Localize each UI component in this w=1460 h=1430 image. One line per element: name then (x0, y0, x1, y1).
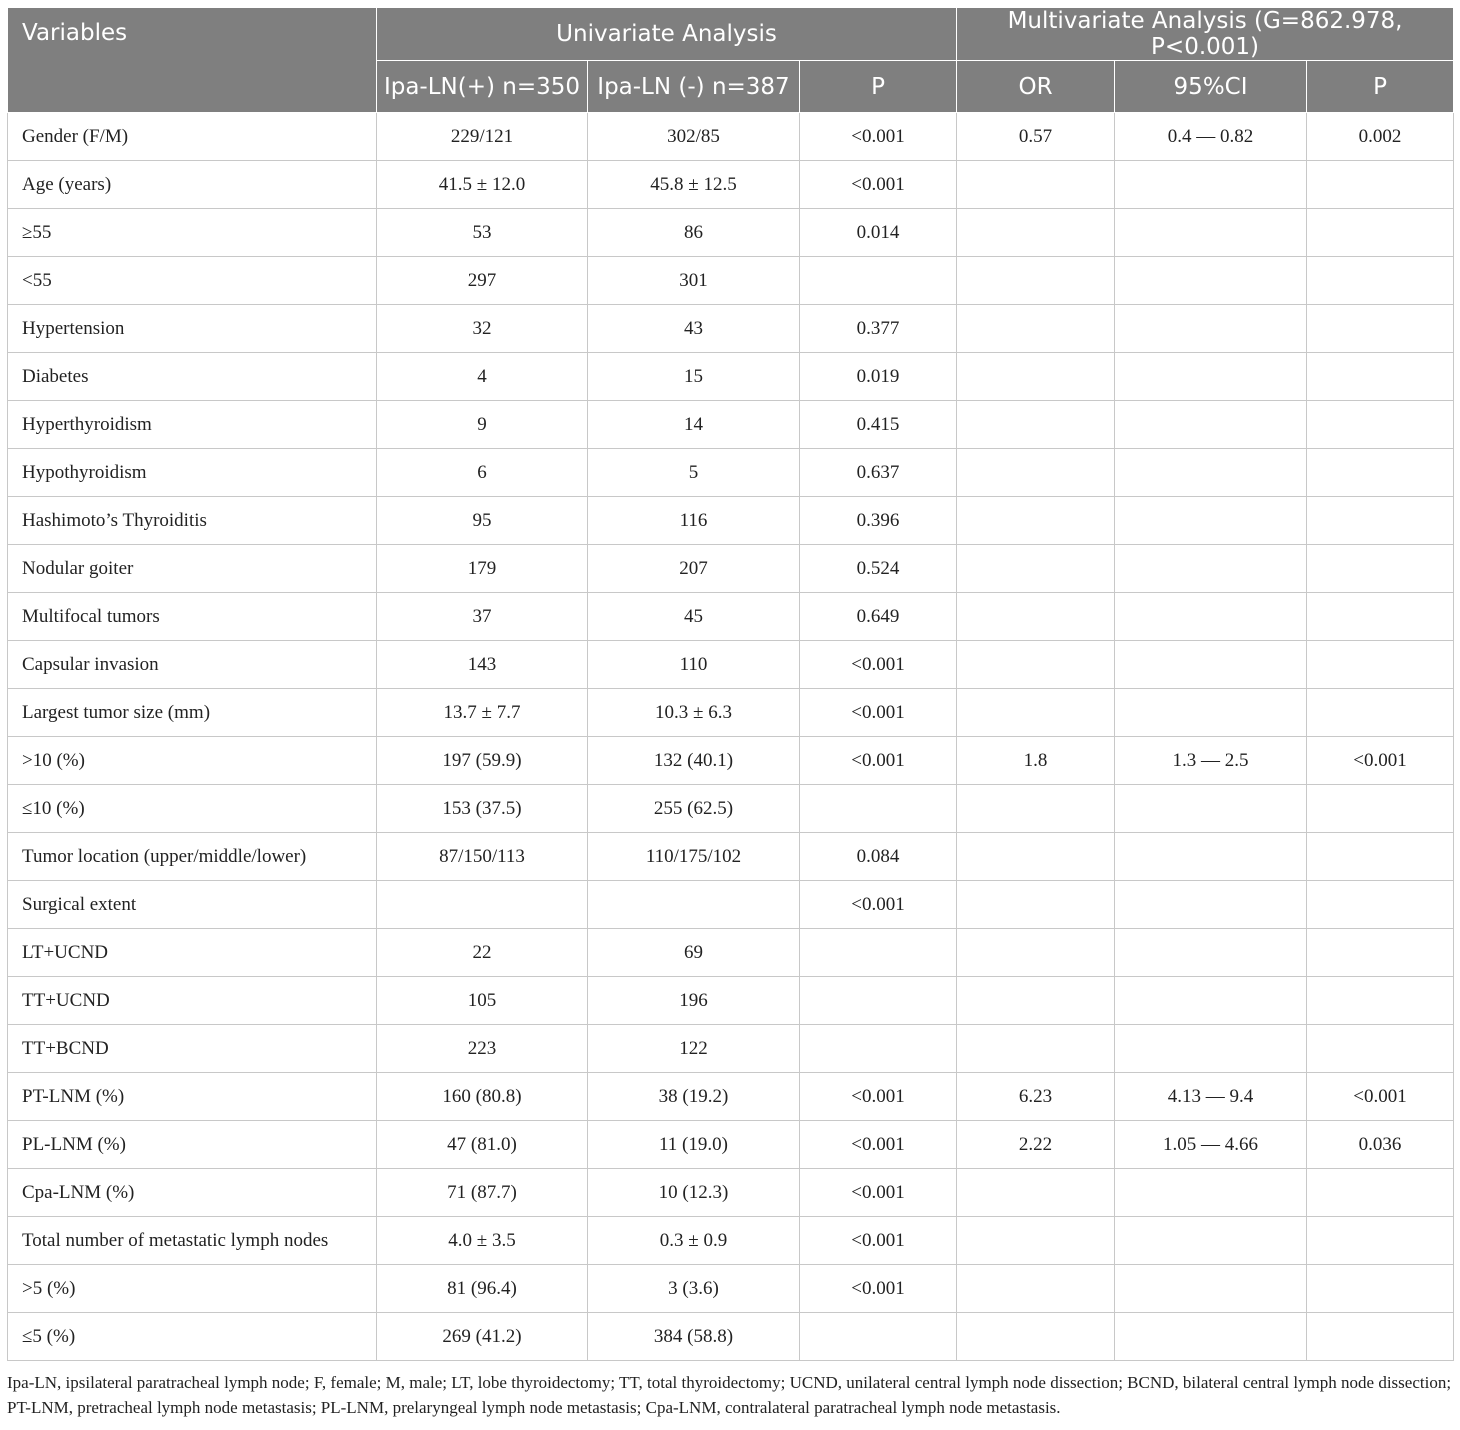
ipa-ln-negative-cell: 302/85 (588, 113, 800, 161)
results-table (7, 7, 1454, 1361)
ci-cell (1115, 305, 1307, 353)
multivariate-p-cell (1307, 305, 1454, 353)
table-row (8, 209, 1454, 257)
univariate-p-cell: <0.001 (800, 1073, 957, 1121)
ipa-ln-negative-cell: 122 (588, 1025, 800, 1073)
multivariate-p-cell: <0.001 (1307, 737, 1454, 785)
variable-cell: ≥55 (8, 209, 377, 257)
ipa-ln-negative-cell: 14 (588, 401, 800, 449)
ipa-ln-positive-cell: 13.7 ± 7.7 (377, 689, 588, 737)
variable-cell: Hashimoto’s Thyroiditis (8, 497, 377, 545)
multivariate-p-cell (1307, 1217, 1454, 1265)
ipa-ln-negative-cell: 11 (19.0) (588, 1121, 800, 1169)
ci-cell (1115, 785, 1307, 833)
ipa-ln-positive-cell: 32 (377, 305, 588, 353)
multivariate-p-cell (1307, 353, 1454, 401)
table-row (8, 545, 1454, 593)
ipa-ln-negative-cell: 45.8 ± 12.5 (588, 161, 800, 209)
multivariate-p-cell (1307, 545, 1454, 593)
or-cell (957, 929, 1115, 977)
ci-cell: 0.4 — 0.82 (1115, 113, 1307, 161)
ipa-ln-positive-cell: 95 (377, 497, 588, 545)
header-multivariate-p: P (1307, 61, 1454, 113)
ipa-ln-positive-cell: 197 (59.9) (377, 737, 588, 785)
variable-cell: >10 (%) (8, 737, 377, 785)
univariate-p-cell: <0.001 (800, 161, 957, 209)
ipa-ln-positive-cell: 105 (377, 977, 588, 1025)
variable-cell: Capsular invasion (8, 641, 377, 689)
table-row (8, 641, 1454, 689)
ci-cell (1115, 1265, 1307, 1313)
multivariate-p-cell (1307, 497, 1454, 545)
table-container (7, 7, 1453, 1420)
ci-cell (1115, 401, 1307, 449)
ci-cell (1115, 1025, 1307, 1073)
multivariate-p-cell (1307, 1169, 1454, 1217)
variable-cell: Gender (F/M) (8, 113, 377, 161)
or-cell (957, 1169, 1115, 1217)
multivariate-p-cell (1307, 1025, 1454, 1073)
variable-cell: Total number of metastatic lymph nodes (8, 1217, 377, 1265)
ci-cell: 1.3 — 2.5 (1115, 737, 1307, 785)
ipa-ln-negative-cell: 10.3 ± 6.3 (588, 689, 800, 737)
variable-cell: Nodular goiter (8, 545, 377, 593)
or-cell (957, 257, 1115, 305)
or-cell (957, 401, 1115, 449)
or-cell (957, 545, 1115, 593)
table-row (8, 449, 1454, 497)
univariate-p-cell (800, 929, 957, 977)
or-cell (957, 449, 1115, 497)
multivariate-p-cell (1307, 641, 1454, 689)
table-row (8, 161, 1454, 209)
header-univariate: Univariate Analysis (377, 8, 957, 61)
ipa-ln-negative-cell: 0.3 ± 0.9 (588, 1217, 800, 1265)
ci-cell (1115, 1217, 1307, 1265)
ipa-ln-positive-cell: 269 (41.2) (377, 1313, 588, 1361)
multivariate-p-cell: 0.036 (1307, 1121, 1454, 1169)
table-row (8, 593, 1454, 641)
or-cell (957, 1217, 1115, 1265)
variable-cell: LT+UCND (8, 929, 377, 977)
table-row (8, 689, 1454, 737)
or-cell (957, 641, 1115, 689)
header-ipa-ln-positive: Ipa-LN(+) n=350 (377, 61, 588, 113)
ipa-ln-positive-cell: 47 (81.0) (377, 1121, 588, 1169)
variable-cell: >5 (%) (8, 1265, 377, 1313)
ipa-ln-positive-cell: 179 (377, 545, 588, 593)
univariate-p-cell: <0.001 (800, 737, 957, 785)
ci-cell (1115, 929, 1307, 977)
ci-cell (1115, 977, 1307, 1025)
or-cell: 0.57 (957, 113, 1115, 161)
or-cell (957, 977, 1115, 1025)
multivariate-p-cell (1307, 785, 1454, 833)
variable-cell: Hyperthyroidism (8, 401, 377, 449)
multivariate-p-cell (1307, 1313, 1454, 1361)
or-cell: 1.8 (957, 737, 1115, 785)
multivariate-p-cell (1307, 257, 1454, 305)
ipa-ln-negative-cell: 301 (588, 257, 800, 305)
ipa-ln-negative-cell: 5 (588, 449, 800, 497)
multivariate-p-cell (1307, 689, 1454, 737)
ci-cell: 1.05 — 4.66 (1115, 1121, 1307, 1169)
header-ipa-ln-negative: Ipa-LN (-) n=387 (588, 61, 800, 113)
univariate-p-cell: <0.001 (800, 881, 957, 929)
ipa-ln-negative-cell: 207 (588, 545, 800, 593)
univariate-p-cell: 0.019 (800, 353, 957, 401)
univariate-p-cell: <0.001 (800, 1217, 957, 1265)
table-row (8, 1265, 1454, 1313)
ipa-ln-positive-cell: 160 (80.8) (377, 1073, 588, 1121)
ipa-ln-positive-cell: 223 (377, 1025, 588, 1073)
multivariate-p-cell: 0.002 (1307, 113, 1454, 161)
multivariate-p-cell (1307, 593, 1454, 641)
variable-cell: Hypertension (8, 305, 377, 353)
ipa-ln-positive-cell: 4 (377, 353, 588, 401)
univariate-p-cell: 0.377 (800, 305, 957, 353)
variable-cell: Age (years) (8, 161, 377, 209)
multivariate-p-cell (1307, 929, 1454, 977)
multivariate-p-cell (1307, 209, 1454, 257)
ipa-ln-positive-cell: 81 (96.4) (377, 1265, 588, 1313)
variable-cell: Hypothyroidism (8, 449, 377, 497)
univariate-p-cell (800, 785, 957, 833)
variable-cell: Diabetes (8, 353, 377, 401)
or-cell (957, 785, 1115, 833)
table-row (8, 1121, 1454, 1169)
ipa-ln-negative-cell: 3 (3.6) (588, 1265, 800, 1313)
ipa-ln-negative-cell: 45 (588, 593, 800, 641)
univariate-p-cell (800, 977, 957, 1025)
or-cell (957, 1265, 1115, 1313)
or-cell (957, 353, 1115, 401)
ipa-ln-negative-cell: 384 (58.8) (588, 1313, 800, 1361)
variable-cell: Cpa-LNM (%) (8, 1169, 377, 1217)
table-row (8, 257, 1454, 305)
table-footnote: Ipa-LN, ipsilateral paratracheal lymph node; F, female; M, male; LT, lobe thyroidectomy; TT, total thyroidectomy; UCND, unilateral central lymph node dissection; BCND, bilateral central lymph node dissection; PT-LNM, pretracheal lymph node metastasis; PL-LNM, prelaryngeal lymph node metastasis; Cpa-LNM, contralateral paratracheal lymph node metastasis. (7, 1373, 1452, 1417)
header-95ci: 95%CI (1115, 61, 1307, 113)
ci-cell (1115, 593, 1307, 641)
ipa-ln-positive-cell: 71 (87.7) (377, 1169, 588, 1217)
ipa-ln-negative-cell: 116 (588, 497, 800, 545)
ipa-ln-negative-cell: 43 (588, 305, 800, 353)
or-cell (957, 1025, 1115, 1073)
univariate-p-cell: <0.001 (800, 1121, 957, 1169)
ci-cell (1115, 209, 1307, 257)
univariate-p-cell: <0.001 (800, 689, 957, 737)
ipa-ln-negative-cell: 196 (588, 977, 800, 1025)
ipa-ln-negative-cell: 110/175/102 (588, 833, 800, 881)
univariate-p-cell: 0.524 (800, 545, 957, 593)
or-cell (957, 161, 1115, 209)
table-header (8, 8, 1454, 113)
ipa-ln-positive-cell: 153 (37.5) (377, 785, 588, 833)
ipa-ln-positive-cell: 41.5 ± 12.0 (377, 161, 588, 209)
univariate-p-cell: 0.649 (800, 593, 957, 641)
multivariate-p-cell (1307, 977, 1454, 1025)
ci-cell (1115, 257, 1307, 305)
variable-cell: ≤5 (%) (8, 1313, 377, 1361)
or-cell: 2.22 (957, 1121, 1115, 1169)
ipa-ln-positive-cell: 4.0 ± 3.5 (377, 1217, 588, 1265)
ci-cell (1115, 161, 1307, 209)
or-cell (957, 881, 1115, 929)
ipa-ln-negative-cell: 10 (12.3) (588, 1169, 800, 1217)
table-row (8, 1073, 1454, 1121)
univariate-p-cell: 0.084 (800, 833, 957, 881)
ipa-ln-positive-cell (377, 881, 588, 929)
ci-cell (1115, 1313, 1307, 1361)
header-variables: Variables (8, 8, 377, 113)
univariate-p-cell: 0.014 (800, 209, 957, 257)
table-row (8, 737, 1454, 785)
ci-cell (1115, 833, 1307, 881)
ipa-ln-negative-cell: 38 (19.2) (588, 1073, 800, 1121)
variable-cell: Largest tumor size (mm) (8, 689, 377, 737)
header-row-1 (8, 8, 1454, 61)
multivariate-p-cell (1307, 833, 1454, 881)
table-row (8, 785, 1454, 833)
variable-cell: ≤10 (%) (8, 785, 377, 833)
ci-cell (1115, 641, 1307, 689)
multivariate-p-cell (1307, 401, 1454, 449)
ci-cell (1115, 1169, 1307, 1217)
or-cell (957, 833, 1115, 881)
ipa-ln-positive-cell: 22 (377, 929, 588, 977)
ci-cell: 4.13 — 9.4 (1115, 1073, 1307, 1121)
table-row (8, 1217, 1454, 1265)
ipa-ln-positive-cell: 297 (377, 257, 588, 305)
or-cell (957, 1313, 1115, 1361)
ci-cell (1115, 497, 1307, 545)
table-row (8, 833, 1454, 881)
ci-cell (1115, 545, 1307, 593)
ci-cell (1115, 689, 1307, 737)
ipa-ln-positive-cell: 143 (377, 641, 588, 689)
univariate-p-cell: 0.415 (800, 401, 957, 449)
or-cell (957, 305, 1115, 353)
ipa-ln-negative-cell: 86 (588, 209, 800, 257)
multivariate-p-cell (1307, 449, 1454, 497)
ipa-ln-negative-cell: 110 (588, 641, 800, 689)
univariate-p-cell: 0.396 (800, 497, 957, 545)
multivariate-p-cell (1307, 1265, 1454, 1313)
ipa-ln-positive-cell: 53 (377, 209, 588, 257)
ipa-ln-positive-cell: 37 (377, 593, 588, 641)
variable-cell: TT+BCND (8, 1025, 377, 1073)
univariate-p-cell (800, 1025, 957, 1073)
ipa-ln-negative-cell: 69 (588, 929, 800, 977)
or-cell (957, 209, 1115, 257)
table-row (8, 1313, 1454, 1361)
table-row (8, 977, 1454, 1025)
variable-cell: PL-LNM (%) (8, 1121, 377, 1169)
table-row (8, 401, 1454, 449)
univariate-p-cell: <0.001 (800, 1169, 957, 1217)
univariate-p-cell: <0.001 (800, 1265, 957, 1313)
table-row (8, 353, 1454, 401)
ipa-ln-negative-cell (588, 881, 800, 929)
ipa-ln-positive-cell: 9 (377, 401, 588, 449)
ipa-ln-positive-cell: 6 (377, 449, 588, 497)
ipa-ln-positive-cell: 229/121 (377, 113, 588, 161)
table-row (8, 497, 1454, 545)
univariate-p-cell: <0.001 (800, 113, 957, 161)
ipa-ln-negative-cell: 15 (588, 353, 800, 401)
multivariate-p-cell (1307, 161, 1454, 209)
variable-cell: TT+UCND (8, 977, 377, 1025)
variable-cell: PT-LNM (%) (8, 1073, 377, 1121)
or-cell (957, 689, 1115, 737)
univariate-p-cell: 0.637 (800, 449, 957, 497)
ci-cell (1115, 449, 1307, 497)
or-cell (957, 593, 1115, 641)
ipa-ln-positive-cell: 87/150/113 (377, 833, 588, 881)
table-row (8, 305, 1454, 353)
variable-cell: Multifocal tumors (8, 593, 377, 641)
ipa-ln-negative-cell: 132 (40.1) (588, 737, 800, 785)
variable-cell: Surgical extent (8, 881, 377, 929)
table-row (8, 1169, 1454, 1217)
multivariate-p-cell: <0.001 (1307, 1073, 1454, 1121)
ipa-ln-negative-cell: 255 (62.5) (588, 785, 800, 833)
variable-cell: <55 (8, 257, 377, 305)
table-row (8, 929, 1454, 977)
header-or: OR (957, 61, 1115, 113)
ci-cell (1115, 881, 1307, 929)
multivariate-p-cell (1307, 881, 1454, 929)
header-multivariate: Multivariate Analysis (G=862.978, P<0.001) (957, 8, 1454, 61)
univariate-p-cell: <0.001 (800, 641, 957, 689)
or-cell: 6.23 (957, 1073, 1115, 1121)
table-row (8, 113, 1454, 161)
ci-cell (1115, 353, 1307, 401)
or-cell (957, 497, 1115, 545)
header-univariate-p: P (800, 61, 957, 113)
table-row (8, 1025, 1454, 1073)
univariate-p-cell (800, 1313, 957, 1361)
univariate-p-cell (800, 257, 957, 305)
table-row (8, 881, 1454, 929)
variable-cell: Tumor location (upper/middle/lower) (8, 833, 377, 881)
table-body (8, 113, 1454, 1361)
